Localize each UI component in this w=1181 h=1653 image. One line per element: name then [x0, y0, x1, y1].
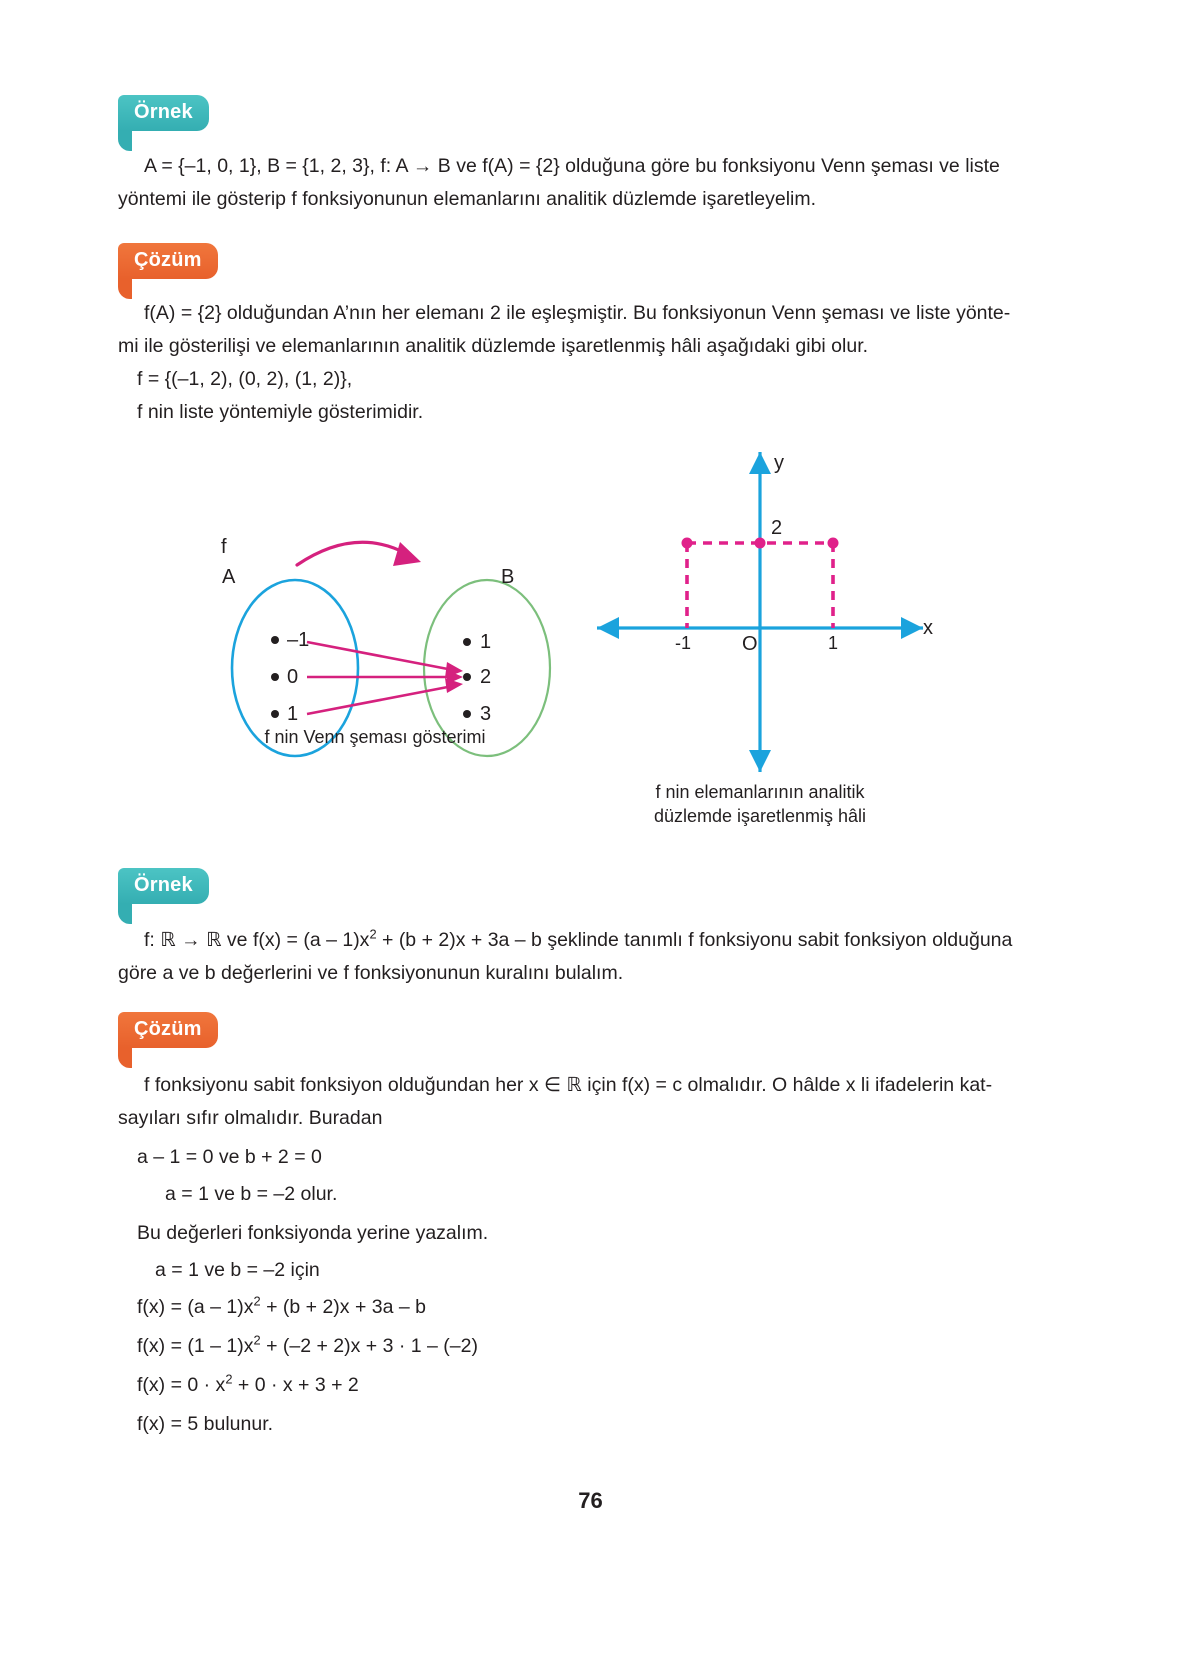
example-2-text [118, 923, 1024, 990]
coordinate-plane-figure [575, 440, 945, 780]
y-axis-label: y [774, 452, 784, 474]
solution-2-result: f(x) = 5 bulunur. [137, 1413, 274, 1435]
example-2-line-1-a: ve f(x) = (a – 1)x [221, 929, 370, 951]
coordinate-plane-svg [575, 440, 945, 780]
solution-1-line-4: f nin liste yöntemiyle gösterimidir. [137, 401, 424, 423]
y-axis-arrow-down [749, 750, 771, 772]
example-1-line-1: A = {–1, 0, 1}, B = {1, 2, 3}, f: A → B ve f(A) = {2} olduğuna göre bu fonksiyonu Venn şeması ve liste [144, 155, 1000, 177]
point-0-2 [755, 538, 766, 549]
set-a-dot-2 [271, 673, 279, 681]
solution-2-eq-1: a – 1 = 0 ve b + 2 = 0 [137, 1146, 322, 1168]
badge-label: Örnek [118, 868, 209, 904]
set-a-dot-1 [271, 636, 279, 644]
solution-1-line-3: f = {(–1, 2), (0, 2), (1, 2)}, [137, 368, 353, 390]
solution-2-eq-5-a: f(x) = 0 · x [137, 1374, 226, 1396]
coordinate-plane-caption [575, 780, 945, 828]
solution-2-eq-4-b: + (–2 + 2)x + 3 · 1 – (–2) [260, 1335, 478, 1357]
badge-cozum-1 [118, 243, 208, 303]
point-1-2 [828, 538, 839, 549]
set-b-item-1: 2 [480, 666, 492, 688]
point-neg1-2 [682, 538, 693, 549]
solution-2-eq-4-sup: 2 [253, 1332, 261, 1348]
badge-cozum-2 [118, 1012, 208, 1072]
example-1-line-2: yöntemi ile gösterip f fonksiyonunun elemanlarını analitik düzlemde işaretleyelim. [118, 188, 817, 210]
x-axis-label: x [923, 617, 933, 639]
badge-label: Çözüm [118, 1012, 218, 1048]
set-a-item-2: 1 [287, 703, 299, 725]
example-1-text [118, 150, 1024, 216]
tick-label-x-1: 1 [828, 633, 839, 653]
solution-2-eq-3-sup: 2 [253, 1293, 261, 1309]
solution-2-line-1-b: için f(x) = c olmalıdır. O hâlde x li ifadelerin kat- [581, 1074, 993, 1096]
example-2-line-1-b: + (b + 2)x + 3a – b şeklinde tanımlı f fonksiyonu sabit fonksiyon olduğuna [376, 929, 1013, 951]
venn-function-label: f [221, 536, 227, 558]
set-a-item-0: –1 [287, 629, 310, 651]
real-numbers-symbol-2: ℝ [206, 928, 222, 951]
mapping-arc-arrowhead [393, 542, 421, 566]
set-b-dot-2 [463, 673, 471, 681]
coordinate-plane-caption-line-1: f nin elemanlarının analitik [655, 782, 865, 802]
solution-2-text [118, 1068, 1024, 1135]
badge-ornek-1 [118, 95, 208, 155]
badge-ornek-2 [118, 868, 208, 928]
real-numbers-symbol-3: ℝ [566, 1073, 582, 1096]
set-b-item-0: 1 [480, 631, 492, 653]
set-b-dot-1 [463, 638, 471, 646]
set-a-item-1: 0 [287, 666, 299, 688]
set-a-dot-3 [271, 710, 279, 718]
solution-2-eq-5-b: + 0 · x + 3 + 2 [232, 1374, 359, 1396]
solution-2-eq-4-a: f(x) = (1 – 1)x [137, 1335, 254, 1357]
tick-label-x-neg1: -1 [675, 633, 692, 653]
solution-2-eq-5-sup: 2 [225, 1371, 233, 1387]
badge-label: Örnek [118, 95, 209, 131]
solution-1-list-desc [137, 396, 1043, 429]
solution-2-eq-4 [137, 1330, 478, 1363]
map-arrow-neg1-to-2 [307, 642, 453, 670]
mapping-arc [297, 542, 407, 565]
page-number: 76 [578, 1488, 603, 1513]
solution-2-eq-3-a: f(x) = (a – 1)x [137, 1296, 254, 1318]
solution-2-eq-3 [137, 1291, 426, 1324]
set-b-item-2: 3 [480, 703, 492, 725]
coordinate-plane-caption-line-2: düzlemde işaretlenmiş hâli [653, 806, 867, 826]
solution-1-line-2: mi ile gösterilişi ve elemanlarının analitik düzlemde işaretlenmiş hâli aşağıdaki gibi olur. [118, 335, 869, 357]
solution-2-eq-5 [137, 1369, 359, 1402]
badge-label: Çözüm [118, 243, 218, 279]
set-b-label: B [501, 566, 515, 588]
example-2-prefix: f: [144, 929, 161, 951]
origin-label: O [742, 633, 758, 655]
solution-1-text [118, 297, 1024, 363]
solution-2-eq-2: a = 1 ve b = –2 olur. [165, 1183, 338, 1205]
solution-1-list-form [137, 363, 1043, 396]
example-2-exponent: 2 [369, 926, 377, 942]
solution-1-line-1: f(A) = {2} olduğundan A’nın her elemanı 2 ile eşleşmiştir. Bu fonksiyonun Venn şeması ve liste yönte- [144, 302, 1011, 324]
solution-2-line-2: sayıları sıfır olmalıdır. Buradan [118, 1107, 383, 1129]
set-b-dot-3 [463, 710, 471, 718]
solution-2-line-1-a: f fonksiyonu sabit fonksiyon olduğundan her x ∈ [144, 1074, 567, 1096]
example-2-line-2: göre a ve b değerlerini ve f fonksiyonunun kuralını bulalım. [118, 962, 624, 984]
solution-2-eq-3-b: + (b + 2)x + 3a – b [260, 1296, 426, 1318]
set-a-label: A [222, 566, 236, 588]
tick-label-y-2: 2 [771, 517, 783, 539]
x-axis-arrow-left [597, 617, 619, 639]
solution-2-substitution: a = 1 ve b = –2 için [155, 1259, 320, 1281]
real-numbers-symbol-1: ℝ [160, 928, 176, 951]
example-2-arrow: → [175, 929, 207, 951]
venn-diagram-caption: f nin Venn şeması gösterimi [264, 727, 486, 747]
x-axis-arrow-right [901, 617, 923, 639]
y-axis-arrow-up [749, 452, 771, 474]
solution-2-instruction: Bu değerleri fonksiyonda yerine yazalım. [137, 1222, 489, 1244]
